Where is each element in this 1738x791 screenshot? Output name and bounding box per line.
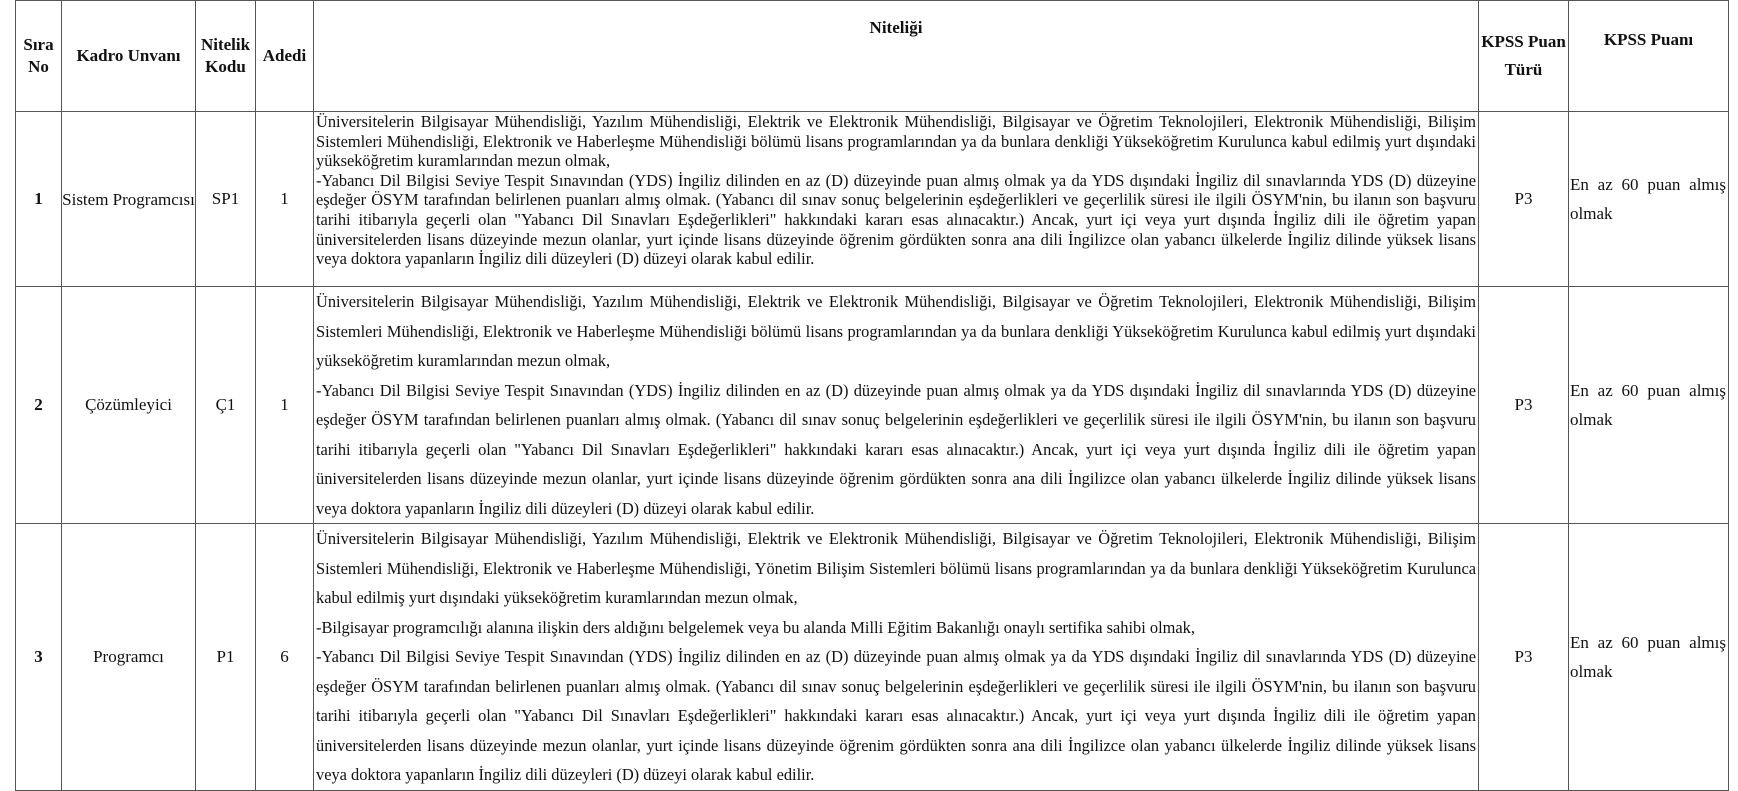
niteligi-paragraph: Üniversitelerin Bilgisayar Mühendisliği, Yazılım Mühendisliği, Elektrik ve Elektronik Mühendisliği, Bilgisayar ve Öğretim Teknolojileri, Elektronik Mühendisliği, Bilişim Sistemleri Mühendisliği, Elektronik ve Haberleşme Mühendisliği, Yönetim Bilişim Sistemleri bölümü lisans programlarından ya da bunlara denkliği Yükseköğretim Kurulunca kabul edilmiş yurt dışındaki yükseköğretim kuramlarından mezun olmak, <box>316 529 1476 607</box>
table-row <box>16 112 1729 287</box>
row-nitelik-kodu: Ç1 <box>196 287 256 524</box>
row-sira-no: 2 <box>16 287 62 524</box>
row-nitelik-kodu: SP1 <box>196 112 256 287</box>
row-kpss-puan-turu: P3 <box>1479 524 1569 791</box>
header-niteligi: Niteliği <box>314 1 1479 112</box>
row-niteligi <box>314 112 1479 287</box>
row-kpss-puan-turu: P3 <box>1479 112 1569 287</box>
niteligi-paragraph: -Bilgisayar programcılığı alanına ilişkin ders aldığını belgelemek veya bu alanda Milli Eğitim Bakanlığı onaylı sertifika sahibi olmak, <box>316 617 1195 637</box>
header-kadro-unvani: Kadro Unvanı <box>62 1 196 112</box>
row-niteligi <box>314 524 1479 791</box>
row-kpss-puani: En az 60 puan almış olmak <box>1569 112 1729 287</box>
niteligi-paragraph: -Yabancı Dil Bilgisi Seviye Tespit Sınavından (YDS) İngiliz dilinden en az (D) düzeyinde puan almış olmak ya da YDS dışındaki İngiliz dil sınavlarında YDS (D) düzeyine eşdeğer ÖSYM tarafından belirlenen puanları almış olmak. (Yabancı dil sınav sonuç belgelerinin eşdeğerlikleri ve geçerlilik süresi ile ilgili ÖSYM'nin, bu ilanın son başvuru tarihi itibarıyla geçerli olan "Yabancı Dil Sınavları Eşdeğerlikleri" hakkındaki kararı esas alınacaktır.) Ancak, yurt içi veya yurt dışında İngiliz dili ile öğretim yapan üniversitelerden lisans düzeyinde mezun olanlar, yurt içinde lisans düzeyinde öğrenim gördükten sonra ana dili İngilizce olan yabancı ülkelerde İngiliz dilinde yüksek lisans veya doktora yapanların İngiliz dili düzeyleri (D) düzeyi olarak kabul edilir. <box>316 647 1476 784</box>
row-kadro-unvani: Sistem Programcısı <box>62 112 196 287</box>
table-row <box>16 287 1729 524</box>
niteligi-paragraph: Üniversitelerin Bilgisayar Mühendisliği, Yazılım Mühendisliği, Elektrik ve Elektronik Mühendisliği, Bilgisayar ve Öğretim Teknolojileri, Elektronik Mühendisliği, Bilişim Sistemleri Mühendisliği, Elektronik ve Haberleşme Mühendisliği bölümü lisans programlarından ya da bunlara denkliği Yükseköğretim Kurulunca kabul edilmiş yurt dışındaki yükseköğretim kuramlarından mezun olmak, <box>316 292 1476 370</box>
header-adedi: Adedi <box>256 1 314 112</box>
staff-positions-table <box>15 0 1729 791</box>
niteligi-paragraph: -Yabancı Dil Bilgisi Seviye Tespit Sınavından (YDS) İngiliz dilinden en az (D) düzeyinde puan almış olmak ya da YDS dışındaki İngiliz dil sınavlarında YDS (D) düzeyine eşdeğer ÖSYM tarafından belirlenen puanları almış olmak. (Yabancı dil sınav sonuç belgelerinin eşdeğerlikleri ve geçerlilik süresi ile ilgili ÖSYM'nin, bu ilanın son başvuru tarihi itibarıyla geçerli olan "Yabancı Dil Sınavları Eşdeğerlikleri" hakkındaki kararı esas alınacaktır.) Ancak, yurt içi veya yurt dışında İngiliz dili ile öğretim yapan üniversitelerden lisans düzeyinde mezun olanlar, yurt içinde lisans düzeyinde öğrenim gördükten sonra ana dili İngilizce olan yabancı ülkelerde İngiliz dilinde yüksek lisans veya doktora yapanların İngiliz dili düzeyleri (D) düzeyi olarak kabul edilir. <box>316 170 1476 269</box>
row-kadro-unvani: Programcı <box>62 524 196 791</box>
table-row <box>16 524 1729 791</box>
row-nitelik-kodu: P1 <box>196 524 256 791</box>
row-kpss-puan-turu: P3 <box>1479 287 1569 524</box>
row-sira-no: 3 <box>16 524 62 791</box>
row-kpss-puani: En az 60 puan almış olmak <box>1569 524 1729 791</box>
niteligi-paragraph: -Yabancı Dil Bilgisi Seviye Tespit Sınavından (YDS) İngiliz dilinden en az (D) düzeyinde puan almış olmak ya da YDS dışındaki İngiliz dil sınavlarında YDS (D) düzeyine eşdeğer ÖSYM tarafından belirlenen puanları almış olmak. (Yabancı dil sınav sonuç belgelerinin eşdeğerlikleri ve geçerlilik süresi ile ilgili ÖSYM'nin, bu ilanın son başvuru tarihi itibarıyla geçerli olan "Yabancı Dil Sınavları Eşdeğerlikleri" hakkındaki kararı esas alınacaktır.) Ancak, yurt içi veya yurt dışında İngiliz dili ile öğretim yapan üniversitelerden lisans düzeyinde mezun olanlar, yurt içinde lisans düzeyinde öğrenim gördükten sonra ana dili İngilizce olan yabancı ülkelerde İngiliz dilinde yüksek lisans veya doktora yapanların İngiliz dili düzeyleri (D) düzeyi olarak kabul edilir. <box>316 380 1476 518</box>
row-adedi: 1 <box>256 287 314 524</box>
header-sira-no: Sıra No <box>16 1 62 112</box>
row-adedi: 6 <box>256 524 314 791</box>
row-kadro-unvani: Çözümleyici <box>62 287 196 524</box>
row-niteligi <box>314 287 1479 524</box>
table-header-row <box>16 1 1729 112</box>
header-kpss-puani: KPSS Puanı <box>1569 1 1729 112</box>
niteligi-paragraph: Üniversitelerin Bilgisayar Mühendisliği, Yazılım Mühendisliği, Elektrik ve Elektronik Mühendisliği, Bilgisayar ve Öğretim Teknolojileri, Elektronik Mühendisliği, Bilişim Sistemleri Mühendisliği, Elektronik ve Haberleşme Mühendisliği bölümü lisans programlarından ya da bunlara denkliği Yükseköğretim Kurulunca kabul edilmiş yurt dışındaki yükseköğretim kuramlarından mezun olmak, <box>316 112 1476 171</box>
row-kpss-puani: En az 60 puan almış olmak <box>1569 287 1729 524</box>
row-adedi: 1 <box>256 112 314 287</box>
header-nitelik-kodu: Nitelik Kodu <box>196 1 256 112</box>
header-kpss-puan-turu: KPSS Puan Türü <box>1479 1 1569 112</box>
row-sira-no: 1 <box>16 112 62 287</box>
